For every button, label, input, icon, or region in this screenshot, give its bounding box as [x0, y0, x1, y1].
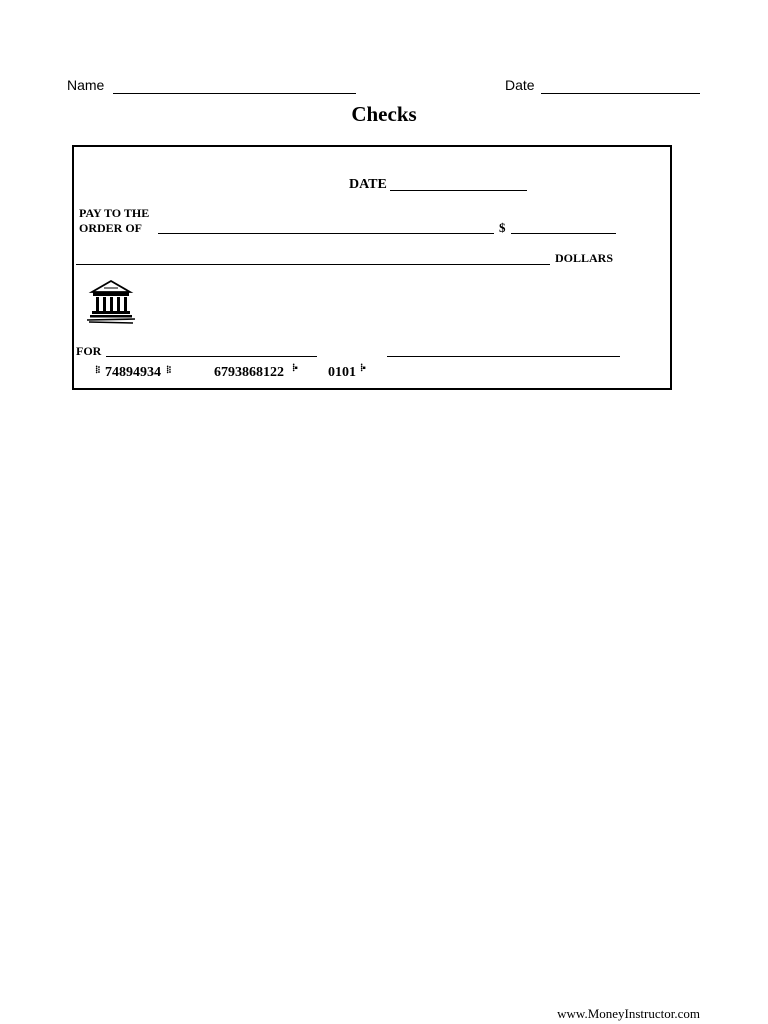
memo-field[interactable] — [106, 356, 317, 357]
footer-url[interactable]: www.MoneyInstructor.com — [557, 1006, 700, 1021]
micr-onus-symbol-icon: ⁞▪ — [292, 363, 297, 374]
name-label: Name — [67, 77, 105, 93]
micr-transit-symbol-icon: ⁞⁝ — [166, 365, 171, 376]
page-title: Checks — [351, 102, 417, 126]
name-field[interactable] — [113, 93, 356, 94]
date-field[interactable] — [541, 93, 700, 94]
payee-field[interactable] — [158, 233, 494, 234]
amount-field[interactable] — [511, 233, 616, 234]
pay-to-label-line2: ORDER OF — [79, 221, 142, 235]
pay-to-label-line1: PAY TO THE — [79, 206, 150, 220]
date-label: Date — [505, 77, 535, 93]
micr-account-number: 6793868122 — [214, 365, 284, 380]
check-date-label: DATE — [349, 177, 387, 192]
micr-onus-symbol-icon: ⁞▪ — [360, 363, 365, 374]
dollars-label: DOLLARS — [555, 251, 614, 265]
bank-building-icon — [86, 279, 136, 330]
dollar-sign: $ — [499, 220, 506, 235]
micr-routing-number: 74894934 — [105, 365, 161, 380]
signature-field[interactable] — [387, 356, 620, 357]
check-date-field[interactable] — [390, 190, 527, 191]
for-label: FOR — [76, 344, 102, 358]
micr-transit-symbol-icon: ⁞⁝ — [95, 365, 100, 376]
amount-words-field[interactable] — [76, 264, 550, 265]
check-form — [72, 145, 672, 390]
micr-check-number: 0101 — [328, 365, 356, 380]
